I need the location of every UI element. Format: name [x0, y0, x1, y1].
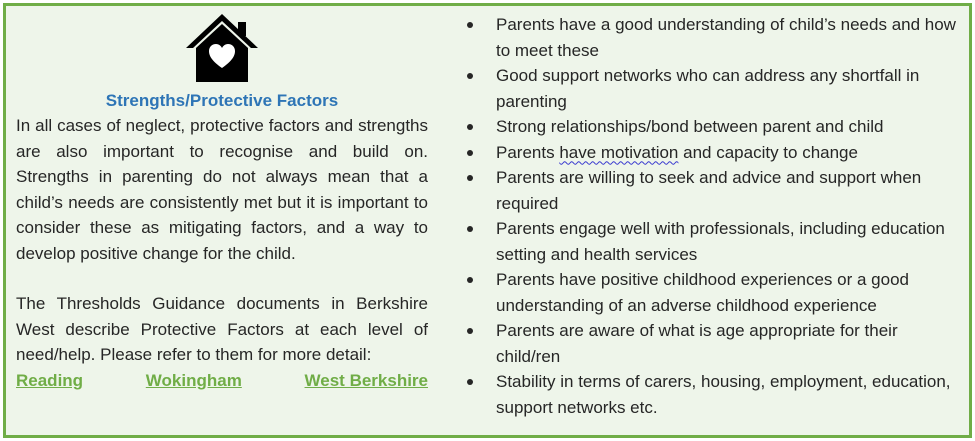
bullet-icon	[467, 175, 473, 181]
bullet-icon	[467, 328, 473, 334]
protective-factors-list	[456, 12, 966, 420]
bullet-icon	[467, 22, 473, 28]
bullet-icon	[467, 226, 473, 232]
intro-paragraph: In all cases of neglect, protective factors and strengths are also important to recognise and build on. Strengths in parenting do not always mean that a child’s needs are consistently met but it is important to consider these as mitigating factors, and a way to develop positive change for the child.	[16, 116, 428, 263]
list-item: Parents have motivation and capacity to change	[456, 140, 966, 166]
marked-text: have motivation	[559, 142, 679, 162]
bullet-icon	[467, 379, 473, 385]
list-item: Good support networks who can address any shortfall in parenting	[456, 63, 966, 114]
protective-factors-panel	[3, 3, 972, 438]
bullet-icon	[467, 277, 473, 283]
list-item: Parents are aware of what is age appropriate for their child/ren	[456, 318, 966, 369]
wokingham-link[interactable]: Wokingham	[145, 370, 242, 390]
list-item: Strong relationships/bond between parent and child	[456, 114, 966, 140]
west-berkshire-link[interactable]: West Berkshire	[304, 370, 428, 390]
list-item: Parents have a good understanding of child’s needs and how to meet these	[456, 12, 966, 63]
right-column	[456, 12, 966, 420]
list-item: Parents engage well with professionals, including education setting and health services	[456, 216, 966, 267]
left-column	[16, 10, 428, 393]
section-heading: Strengths/Protective Factors	[105, 91, 339, 110]
house-heart-icon	[182, 10, 262, 86]
area-links	[16, 368, 428, 393]
list-item: Parents are willing to seek and advice and support when required	[456, 165, 966, 216]
list-item: Stability in terms of carers, housing, employment, education, support networks etc.	[456, 369, 966, 420]
bullet-icon	[467, 150, 473, 156]
thresholds-paragraph: The Thresholds Guidance documents in Berkshire West describe Protective Factors at each level of need/help. Please refer to them for more detail:	[16, 294, 428, 364]
bullet-icon	[467, 124, 473, 130]
reading-link[interactable]: Reading	[16, 370, 84, 390]
bullet-icon	[467, 73, 473, 79]
list-item: Parents have positive childhood experiences or a good understanding of an adverse childhood experience	[456, 267, 966, 318]
